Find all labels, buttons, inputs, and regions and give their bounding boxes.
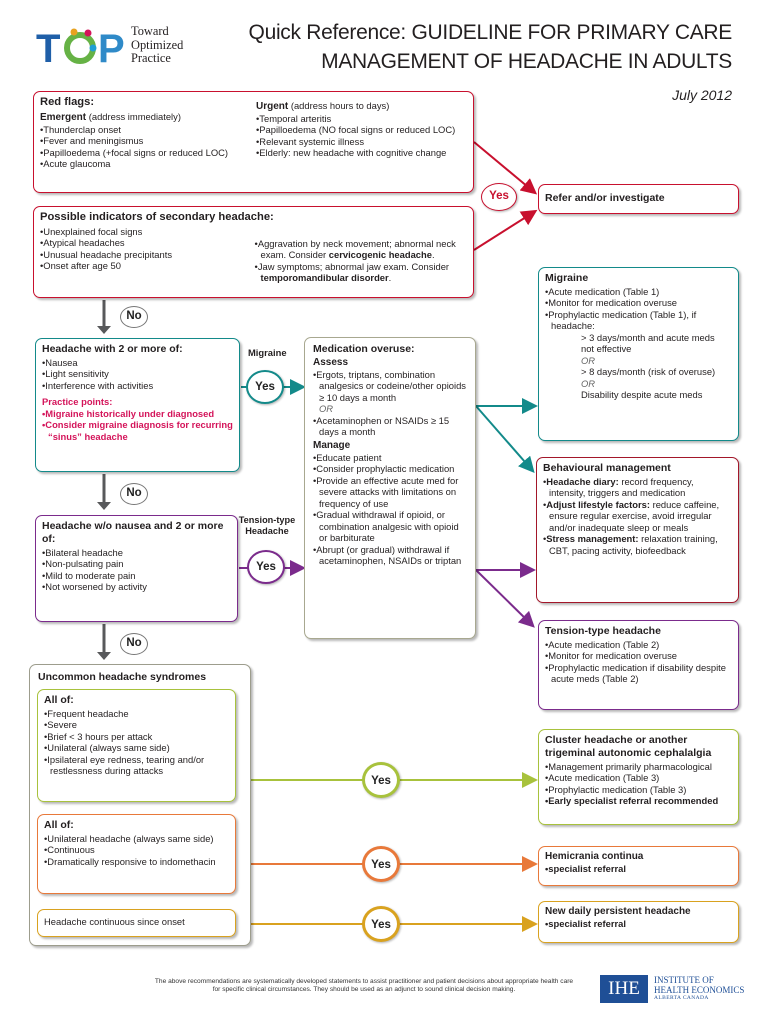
cluster-mgmt-heading: Cluster headache or another trigeminal autonomic cephalalgia	[545, 734, 712, 759]
red-flags-heading: Red flags:	[40, 96, 95, 108]
cluster-management-box	[538, 729, 739, 825]
yes-ndph-badge: Yes	[362, 906, 400, 942]
tension-criteria-box	[35, 515, 238, 622]
assess-list	[313, 369, 467, 403]
list-item: • Monitor for medication overuse	[545, 650, 732, 661]
list-item: • Ergots, triptans, combination analgesics or codeine/other opioids ≥ 10 days a month	[313, 369, 467, 403]
list-item: • Papilloedema (NO focal signs or reduced LOC)	[256, 124, 455, 135]
connector-overuse-behavioural	[476, 406, 532, 470]
list-item: • Acute medication (Table 2)	[545, 639, 732, 650]
cluster-criteria-box	[37, 689, 236, 802]
or-label: OR	[581, 377, 596, 389]
svg-text:T: T	[36, 27, 61, 68]
medication-overuse-box	[304, 337, 476, 639]
ndph-criteria-box: Headache continuous since onset	[37, 909, 236, 937]
practice-points-heading: Practice points:	[42, 396, 113, 408]
date: July 2012	[672, 87, 732, 103]
migraine-management-box	[538, 267, 739, 441]
cluster-mgmt-list	[545, 761, 732, 807]
ihe-mark: IHE	[600, 975, 648, 1003]
yes-hemicrania-badge: Yes	[362, 846, 400, 882]
tension-mgmt-heading: Tension-type headache	[545, 625, 661, 637]
secondary-headache-box	[33, 206, 474, 298]
page-title	[249, 18, 732, 76]
tension-criteria-list	[42, 547, 231, 593]
no-badge-3: No	[120, 633, 148, 655]
list-item: • Consider migraine diagnosis for recurring “sinus” headache	[42, 419, 233, 442]
top-logo-mark	[36, 24, 128, 68]
tension-branch-label: Tension-type Headache	[238, 515, 296, 536]
hemicrania-criteria-box	[37, 814, 236, 894]
list-item: • Atypical headaches	[40, 237, 247, 248]
list-item: • Dramatically responsive to indomethacin	[44, 856, 229, 867]
secondary-heading: Possible indicators of secondary headache:	[40, 211, 274, 223]
migraine-mgmt-list	[545, 286, 732, 332]
migraine-criteria-box	[35, 338, 240, 472]
behavioural-heading: Behavioural management	[543, 462, 671, 474]
disclaimer	[140, 978, 588, 994]
hemicrania-heading: Hemicrania continua	[545, 851, 644, 862]
or-label: OR	[319, 403, 334, 415]
behavioural-list	[543, 476, 732, 556]
logo-line2: Optimized	[131, 37, 184, 52]
title-line1: Quick Reference: GUIDELINE FOR PRIMARY CARE	[248, 21, 732, 44]
list-item: • Educate patient	[313, 452, 467, 463]
urgent-note: (address hours to days)	[288, 99, 390, 111]
migraine-branch-label: Migraine	[248, 347, 287, 358]
list-item: • Interference with activities	[42, 380, 233, 391]
list-item: • Frequent headache	[44, 708, 229, 719]
list-item: • Gradual withdrawal if opioid, or combination analgesic with opioid or barbiturate	[313, 509, 467, 543]
list-item: • Jaw symptoms; abnormal jaw exam. Consider temporomandibular disorder.	[255, 261, 467, 284]
assess-heading: Assess	[313, 356, 349, 368]
no-badge-2: No	[120, 483, 148, 505]
manage-heading: Manage	[313, 439, 351, 451]
migraine-criteria-list	[42, 357, 233, 391]
list-item: • Stress management: relaxation training, CBT, pacing activity, biofeedback	[543, 533, 732, 556]
tension-management-box	[538, 620, 739, 710]
secondary-left-list	[40, 226, 247, 284]
list-item: • specialist referral	[545, 863, 732, 874]
list-item: • Elderly: new headache with cognitive change	[256, 147, 455, 158]
cluster-criteria-heading: All of:	[44, 694, 74, 706]
list-item: • Provide an effective acute med for severe attacks with limitations on frequency of use	[313, 475, 467, 509]
list-item: • Fever and meningismus	[40, 135, 246, 146]
list-item: • Severe	[44, 719, 229, 730]
list-item: • Management primarily pharmacological	[545, 761, 732, 772]
migraine-mgmt-sub2: > 8 days/month (risk of overuse)	[581, 366, 716, 378]
list-item: • Unilateral (always same side)	[44, 742, 229, 753]
yes-migraine-badge: Yes	[246, 370, 284, 404]
or-label: OR	[581, 354, 596, 366]
tension-mgmt-list	[545, 639, 732, 685]
ihe-line3: ALBERTA CANADA	[654, 995, 709, 1001]
connector-overuse-tension	[476, 570, 532, 625]
list-item: • Mild to moderate pain	[42, 570, 231, 581]
disclaimer-line1: The above recommendations are systematically developed statements to assist practitioner and patient decisions about appropriate health care	[154, 978, 574, 985]
logo-line1: Toward	[131, 24, 169, 38]
list-item: • Monitor for medication overuse	[545, 297, 732, 308]
list-item: • Migraine historically under diagnosed	[42, 408, 233, 419]
hemicrania-management-box	[538, 846, 739, 886]
urgent-list	[256, 113, 455, 159]
list-item: • Prophylactic medication if disability despite acute meds (Table 2)	[545, 662, 732, 685]
list-item: • Not worsened by activity	[42, 581, 231, 592]
list-item: • Light sensitivity	[42, 368, 233, 379]
emergent-note: (address immediately)	[86, 110, 181, 122]
list-item: • Prophylactic medication (Table 3)	[545, 784, 732, 795]
disclaimer-line2: for specific clinical circumstances. They should be used as an adjunct to sound clinical decision making.	[212, 986, 516, 994]
logo-line3: Practice	[131, 51, 171, 65]
refer-box: Refer and/or investigate	[538, 184, 739, 214]
list-item: • Unilateral headache (always same side)	[44, 833, 229, 844]
cervicogenic-term: cervicogenic headache	[328, 249, 432, 261]
list-item: • Acute medication (Table 3)	[545, 772, 732, 783]
hemicrania-criteria-heading: All of:	[44, 819, 74, 831]
ihe-line1: INSTITUTE OF	[654, 975, 714, 985]
list-item: • Onset after age 50	[40, 260, 247, 271]
title-line2: MANAGEMENT OF HEADACHE IN ADULTS	[321, 50, 732, 73]
list-item: • Brief < 3 hours per attack	[44, 731, 229, 742]
list-item: • Acute glaucoma	[40, 158, 246, 169]
list-item: • Nausea	[42, 357, 233, 368]
list-item: • Abrupt (or gradual) withdrawal if acetaminophen, NSAIDs or triptan	[313, 544, 467, 567]
emergent-list	[40, 124, 246, 170]
list-item: • Ipsilateral eye redness, tearing and/or restlessness during attacks	[44, 754, 229, 777]
list-item: • Relevant systemic illness	[256, 136, 455, 147]
manage-list	[313, 452, 467, 567]
emergent-label: Emergent	[40, 111, 87, 123]
list-item: • Adjust lifestyle factors: reduce caffeine, ensure regular exercise, avoid irregular and/or inadequate sleep or meals	[543, 499, 732, 533]
list-item: • Prophylactic medication (Table 1), if headache:	[545, 309, 732, 332]
migraine-mgmt-sub3: Disability despite acute meds	[581, 389, 703, 401]
overuse-heading: Medication overuse:	[313, 343, 415, 355]
list-item: • Continuous	[44, 844, 229, 855]
tmd-term: temporomandibular disorder	[260, 272, 389, 284]
list-item: • Temporal arteritis	[256, 113, 455, 124]
urgent-label: Urgent	[256, 100, 289, 112]
ihe-logo	[600, 975, 750, 1005]
list-item: • Acute medication (Table 1)	[545, 286, 732, 297]
no-badge-1: No	[120, 306, 148, 328]
list-item: • Non-pulsating pain	[42, 558, 231, 569]
top-logo	[36, 24, 216, 74]
red-flags-box	[33, 91, 474, 193]
migraine-criteria-heading: Headache with 2 or more of:	[42, 343, 183, 355]
list-item: • Bilateral headache	[42, 547, 231, 558]
tension-criteria-heading: Headache w/o nausea and 2 or more of:	[42, 520, 224, 545]
migraine-mgmt-heading: Migraine	[545, 272, 589, 284]
hemicrania-criteria-list	[44, 833, 229, 867]
yes-tension-badge: Yes	[247, 550, 285, 584]
uncommon-heading: Uncommon headache syndromes	[38, 671, 207, 683]
ndph-management-box	[538, 901, 739, 943]
list-item: • Acetaminophen or NSAIDs ≥ 15 days a month	[313, 415, 467, 438]
list-item: • Thunderclap onset	[40, 124, 246, 135]
connector-secondary-refer	[474, 212, 534, 250]
ndph-heading: New daily persistent headache	[545, 906, 691, 917]
yes-redflags-badge: Yes	[481, 183, 517, 211]
secondary-right-list	[255, 238, 467, 284]
list-item: • Early specialist referral recommended	[545, 795, 732, 806]
list-item: • Headache diary: record frequency, intensity, triggers and medication	[543, 476, 732, 499]
cluster-criteria-list	[44, 708, 229, 777]
list-item: • specialist referral	[545, 918, 732, 929]
list-item: • Unusual headache precipitants	[40, 249, 247, 260]
practice-points-list	[42, 408, 233, 442]
behavioural-management-box	[536, 457, 739, 603]
list-item: • Consider prophylactic medication	[313, 463, 467, 474]
list-item: • Papilloedema (+focal signs or reduced LOC)	[40, 147, 246, 158]
ihe-line2: HEALTH ECONOMICS	[654, 985, 745, 995]
list-item: • Unexplained focal signs	[40, 226, 247, 237]
svg-text:P: P	[98, 27, 125, 68]
yes-cluster-badge: Yes	[362, 762, 400, 798]
migraine-mgmt-sub1: > 3 days/month and acute meds not effective	[581, 331, 715, 355]
list-item: • Aggravation by neck movement; abnormal neck exam. Consider cervicogenic headache.	[255, 238, 467, 261]
